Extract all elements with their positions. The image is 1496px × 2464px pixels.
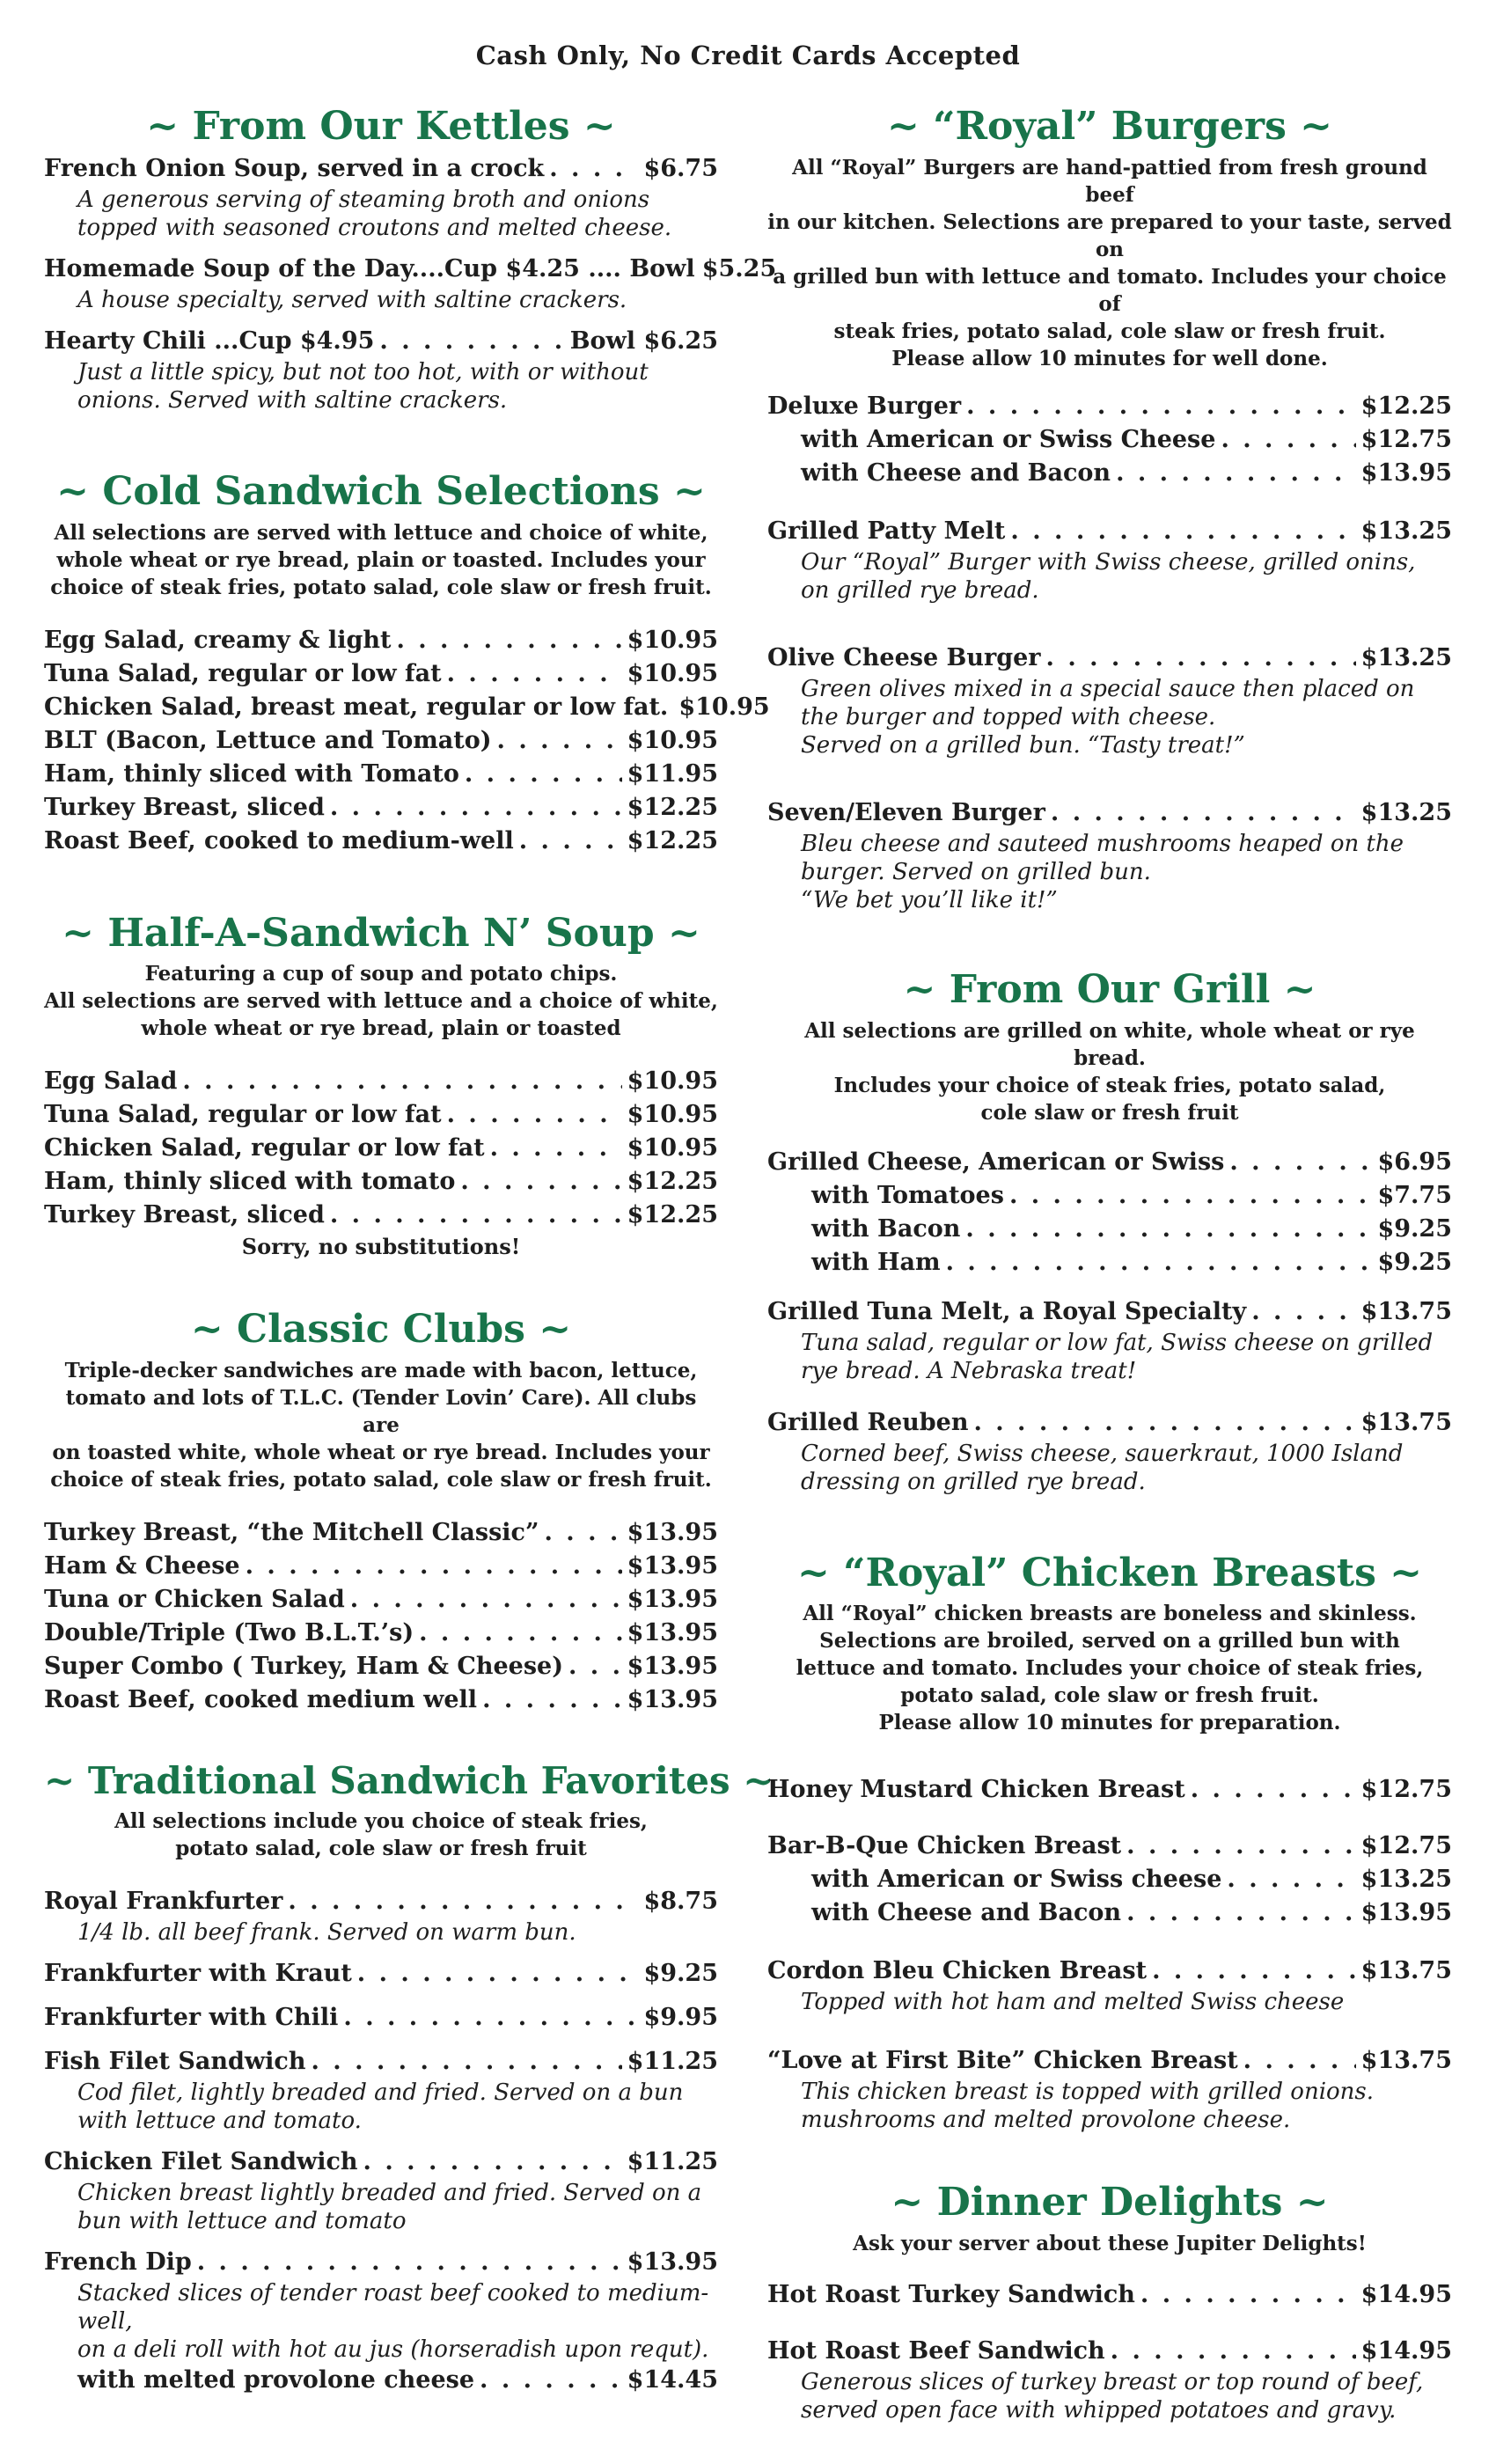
dot-leader bbox=[480, 2364, 622, 2397]
item-price: $14.95 bbox=[1360, 2281, 1452, 2309]
item-price: $13.25 bbox=[1360, 1866, 1452, 1894]
item-name: Hot Roast Beef Sandwich bbox=[767, 2337, 1105, 2365]
dot-leader bbox=[1126, 1896, 1356, 1930]
item-description: A generous serving of steaming broth and onions topped with seasoned croutons and melted cheese. bbox=[77, 186, 672, 241]
item-price: $12.25 bbox=[627, 793, 718, 821]
item-name: Grilled Tuna Melt, a Royal Specialty bbox=[767, 1297, 1247, 1325]
item-description: A house specialty, served with saltine crackers. bbox=[77, 286, 627, 313]
item-description: Just a little spicy, but not too hot, with or without onions. Served with saltine crackers. bbox=[77, 358, 649, 414]
menu-item bbox=[767, 1954, 1452, 2016]
item-name: Seven/Eleven Burger bbox=[767, 798, 1045, 826]
section-half-sandwich-soup bbox=[44, 911, 718, 1260]
item-name: Tuna or Chicken Salad bbox=[44, 1586, 345, 1614]
item-price: $13.75 bbox=[1360, 1297, 1452, 1325]
item-price: $13.25 bbox=[1360, 517, 1452, 545]
menu-item bbox=[767, 423, 1452, 457]
item-name: Grilled Patty Melt bbox=[767, 517, 1006, 545]
dot-leader bbox=[1051, 796, 1356, 830]
dot-leader bbox=[396, 624, 621, 657]
item-price: $13.95 bbox=[627, 1653, 718, 1681]
dot-leader bbox=[1227, 1863, 1355, 1896]
dot-leader bbox=[1221, 423, 1355, 457]
item-price: $13.75 bbox=[1360, 1408, 1452, 1436]
item-price: $13.95 bbox=[627, 1552, 718, 1580]
item-name: Hearty Chili ...Cup $4.95 bbox=[44, 326, 375, 355]
item-price: $13.75 bbox=[1360, 1957, 1452, 1985]
dot-leader bbox=[946, 1246, 1373, 1280]
section-description: Ask your server about these Jupiter Delights! bbox=[853, 2232, 1367, 2256]
menu-item bbox=[44, 1098, 718, 1132]
menu-item bbox=[44, 758, 718, 791]
section-description: All selections are grilled on white, whole wheat or rye bread. Includes your choice of steak fries, potato salad, cole slaw or fresh fruit bbox=[804, 1018, 1415, 1125]
item-name: BLT (Bacon, Lettuce and Tomato) bbox=[44, 726, 492, 754]
left-column bbox=[44, 104, 777, 2397]
item-name: Bar-B-Que Chicken Breast bbox=[767, 1832, 1122, 1860]
section-title-traditional-sandwiches: ~ Traditional Sandwich Favorites ~ bbox=[44, 1759, 774, 1803]
menu-item bbox=[44, 1065, 718, 1098]
menu-item bbox=[767, 796, 1452, 914]
section-traditional-sandwiches bbox=[44, 1759, 774, 2396]
menu-item bbox=[44, 1885, 718, 1947]
dot-leader bbox=[357, 1957, 639, 1991]
item-name: with Cheese and Bacon bbox=[801, 458, 1111, 487]
item-name: Frankfurter with Kraut bbox=[44, 1959, 352, 1987]
item-price: $13.95 bbox=[627, 1686, 718, 1714]
section-dinner-delights bbox=[767, 2180, 1452, 2424]
item-name: Tuna Salad, regular or low fat bbox=[44, 1101, 442, 1129]
item-description: Stacked slices of tender roast beef cooked to medium-well, on a deli roll with hot au jus (horseradish upon requt). bbox=[77, 2279, 709, 2363]
item-price: $10.95 bbox=[627, 1067, 718, 1096]
item-price: $13.95 bbox=[1360, 1899, 1452, 1927]
item-price: $11.95 bbox=[627, 759, 718, 788]
item-description: Bleu cheese and sauteed mushrooms heaped on the burger. Served on grilled bun. “We bet you’ll like it!” bbox=[801, 830, 1404, 913]
menu-item bbox=[44, 2145, 718, 2235]
dot-leader bbox=[490, 1132, 622, 1165]
item-name: Homemade Soup of the Day....Cup $4.25 .... Bowl bbox=[44, 254, 695, 282]
menu-item bbox=[767, 2278, 1452, 2312]
section-royal-chicken-breasts bbox=[767, 1551, 1452, 2135]
item-price: $12.75 bbox=[1360, 425, 1452, 453]
item-price: $12.25 bbox=[627, 1168, 718, 1196]
dot-leader bbox=[330, 791, 622, 825]
item-name: Roast Beef, cooked medium well bbox=[44, 1686, 478, 1714]
dot-leader bbox=[1046, 642, 1356, 675]
section-title-royal-chicken-breasts: ~ “Royal” Chicken Breasts ~ bbox=[796, 1550, 1423, 1595]
menu-item bbox=[767, 1213, 1452, 1246]
dot-leader bbox=[966, 390, 1356, 423]
dot-leader bbox=[973, 1406, 1355, 1440]
menu-item bbox=[44, 1550, 718, 1583]
item-description: 1/4 lb. all beef frank. Served on warm bun. bbox=[77, 1918, 576, 1946]
dot-leader bbox=[343, 2001, 638, 2035]
item-name: Egg Salad, creamy & light bbox=[44, 626, 392, 654]
menu-item bbox=[44, 825, 718, 858]
item-name: Ham, thinly sliced with tomato bbox=[44, 1168, 456, 1196]
dot-leader bbox=[447, 1098, 622, 1132]
dot-leader bbox=[465, 758, 622, 791]
dot-leader bbox=[482, 1683, 622, 1717]
item-price: $13.95 bbox=[627, 1619, 718, 1647]
dot-leader bbox=[350, 1583, 622, 1617]
item-name: “Love at First Bite” Chicken Breast bbox=[767, 2047, 1238, 2075]
section-description: All selections are served with lettuce and choice of white, whole wheat or rye bread, plain or toasted. Includes your choice of steak fries, potato salad, cole slaw or fresh fruit. bbox=[50, 520, 712, 599]
item-price: $12.75 bbox=[1360, 1832, 1452, 1860]
dot-leader bbox=[1126, 1830, 1356, 1863]
item-name: Tuna Salad, regular or low fat bbox=[44, 659, 442, 687]
dot-leader bbox=[1116, 457, 1356, 490]
item-price: $6.75 bbox=[643, 154, 718, 182]
item-description: Corned beef, Swiss cheese, sauerkraut, 1000 Island dressing on grilled rye bread. bbox=[801, 1440, 1404, 1495]
item-price: $9.25 bbox=[1377, 1214, 1452, 1243]
item-price: Bowl $6.25 bbox=[569, 326, 718, 355]
menu-item bbox=[44, 2246, 718, 2397]
menu-item bbox=[44, 1957, 718, 1991]
item-price: $13.75 bbox=[1360, 2047, 1452, 2075]
menu-item bbox=[44, 1165, 718, 1199]
menu-item bbox=[44, 1683, 718, 1717]
item-price: $13.95 bbox=[627, 1586, 718, 1614]
menu-item bbox=[767, 2335, 1452, 2424]
item-price: $12.25 bbox=[627, 826, 718, 854]
item-name: with melted provolone cheese bbox=[77, 2365, 475, 2394]
section-description: All “Royal” Burgers are hand-pattied from fresh ground beef in our kitchen. Selections are prepared to your taste, served on a grilled bun with lettuce and tomato. Includes your choice of steak fries, potato salad, cole slaw or fresh fruit. Please allow 10 minutes for well done. bbox=[767, 155, 1452, 370]
item-description: Tuna salad, regular or low fat, Swiss cheese on grilled rye bread. A Nebraska treat! bbox=[801, 1329, 1434, 1384]
item-name: French Onion Soup, served in a crock bbox=[44, 154, 545, 182]
dot-leader bbox=[460, 1165, 621, 1199]
no-substitutions-note: Sorry, no substitutions! bbox=[241, 1234, 521, 1260]
dot-leader bbox=[549, 152, 638, 186]
menu-item bbox=[767, 457, 1452, 490]
item-name: Turkey Breast, sliced bbox=[44, 793, 325, 821]
item-name: Roast Beef, cooked to medium-well bbox=[44, 826, 514, 854]
item-name: with Bacon bbox=[811, 1214, 961, 1243]
item-name: Double/Triple (Two B.L.T.’s) bbox=[44, 1619, 414, 1647]
dot-leader bbox=[965, 1213, 1372, 1246]
menu-item bbox=[767, 1246, 1452, 1280]
item-name: Chicken Salad, breast meat, regular or low fat. bbox=[44, 693, 669, 721]
section-description: All “Royal” chicken breasts are boneless and skinless. Selections are broiled, served on a grilled bun with lettuce and tomato. Includes your choice of steak fries, potato salad, cole slaw or fresh fruit. Please allow 10 minutes for preparation. bbox=[796, 1602, 1424, 1735]
item-price: $8.75 bbox=[643, 1887, 718, 1915]
item-description: Our “Royal” Burger with Swiss cheese, grilled onins, on grilled rye bread. bbox=[801, 548, 1416, 604]
item-description: This chicken breast is topped with grilled onions. mushrooms and melted provolone cheese. bbox=[801, 2079, 1375, 2134]
dot-leader bbox=[197, 2246, 622, 2279]
dot-leader bbox=[447, 657, 622, 691]
item-description: Green olives mixed in a special sauce then placed on the burger and topped with cheese. Served on a grilled bun. “Tasty treat!” bbox=[801, 675, 1415, 759]
item-description: Cod filet, lightly breaded and fried. Served on a bun with lettuce and tomato. bbox=[77, 2079, 684, 2134]
menu-item bbox=[767, 1830, 1452, 1863]
item-price: $6.95 bbox=[1377, 1148, 1452, 1176]
section-title-dinner-delights: ~ Dinner Delights ~ bbox=[891, 2180, 1329, 2226]
item-name: with Tomatoes bbox=[811, 1181, 1004, 1209]
item-name: Honey Mustard Chicken Breast bbox=[767, 1776, 1185, 1804]
dot-leader bbox=[288, 1885, 638, 1918]
item-price: $13.95 bbox=[1360, 458, 1452, 487]
item-price: $9.95 bbox=[643, 2003, 718, 2031]
item-name: Turkey Breast, “the Mitchell Classic” bbox=[44, 1519, 539, 1547]
dot-leader bbox=[363, 2145, 622, 2179]
dot-leader bbox=[1243, 2044, 1356, 2078]
section-title-from-our-grill: ~ From Our Grill ~ bbox=[903, 966, 1316, 1012]
item-price: $9.25 bbox=[1377, 1248, 1452, 1276]
menu-item bbox=[767, 1896, 1452, 1930]
item-name: with American or Swiss cheese bbox=[811, 1866, 1222, 1894]
section-description: All selections include you choice of steak fries, potato salad, cole slaw or fresh fruit bbox=[114, 1808, 648, 1860]
item-name: Frankfurter with Chili bbox=[44, 2003, 339, 2031]
item-price: $11.25 bbox=[627, 2147, 718, 2175]
menu-item bbox=[44, 325, 718, 414]
menu-item bbox=[44, 1650, 718, 1683]
item-price: $12.75 bbox=[1360, 1776, 1452, 1804]
item-name: Hot Roast Turkey Sandwich bbox=[767, 2281, 1135, 2309]
menu-item bbox=[44, 2001, 718, 2035]
item-name: Royal Frankfurter bbox=[44, 1887, 283, 1915]
item-price: $5.25 bbox=[701, 254, 777, 282]
section-from-our-grill bbox=[767, 967, 1452, 1496]
item-price: $10.95 bbox=[678, 693, 770, 721]
item-price: $12.25 bbox=[1360, 392, 1452, 420]
dot-leader bbox=[1140, 2278, 1356, 2312]
dot-leader bbox=[182, 1065, 621, 1098]
dot-leader bbox=[568, 1650, 622, 1683]
item-price: $13.95 bbox=[627, 1519, 718, 1547]
menu-item bbox=[44, 1617, 718, 1650]
item-price: $12.25 bbox=[627, 1201, 718, 1229]
menu-item bbox=[44, 624, 718, 657]
dot-leader bbox=[519, 825, 622, 858]
item-name: Grilled Cheese, American or Swiss bbox=[767, 1148, 1225, 1176]
menu-item bbox=[767, 2044, 1452, 2134]
menu-item bbox=[44, 2045, 718, 2135]
dot-leader bbox=[311, 2045, 621, 2079]
dot-leader bbox=[1111, 2335, 1356, 2368]
item-name: Egg Salad bbox=[44, 1067, 178, 1096]
item-price: $10.95 bbox=[627, 1134, 718, 1162]
item-name: Olive Cheese Burger bbox=[767, 643, 1041, 671]
menu-item bbox=[44, 152, 718, 242]
item-name: Ham, thinly sliced with Tomato bbox=[44, 759, 459, 788]
dot-leader bbox=[1009, 1179, 1373, 1213]
item-name: Fish Filet Sandwich bbox=[44, 2047, 306, 2075]
dot-leader bbox=[1152, 1954, 1356, 1988]
section-title-kettles: ~ From Our Kettles ~ bbox=[146, 104, 616, 149]
menu-item bbox=[44, 724, 718, 758]
dot-leader bbox=[246, 1550, 622, 1583]
dot-leader bbox=[1010, 515, 1355, 548]
menu-item bbox=[44, 691, 770, 724]
item-price: $9.25 bbox=[643, 1959, 718, 1987]
menu-item bbox=[767, 1295, 1452, 1385]
dot-leader bbox=[497, 724, 622, 758]
section-classic-clubs bbox=[44, 1307, 718, 1717]
menu-item bbox=[44, 1516, 718, 1550]
item-name: Chicken Salad, regular or low fat bbox=[44, 1134, 485, 1162]
item-description: Generous slices of turkey breast or top round of beef, served open face with whipped potatoes and gravy. bbox=[801, 2369, 1424, 2424]
section-description: Triple-decker sandwiches are made with bacon, lettuce, tomato and lots of T.L.C. (Tender Lovin’ Care). All clubs are on toasted white, whole wheat or rye bread. Includes your choice of steak fries, potato salad, cole slaw or fresh fruit. bbox=[50, 1359, 712, 1492]
cash-only-notice: Cash Only, No Credit Cards Accepted bbox=[475, 40, 1021, 70]
item-price: $10.95 bbox=[627, 626, 718, 654]
item-name: Deluxe Burger bbox=[767, 392, 962, 420]
menu-item bbox=[44, 1132, 718, 1165]
item-price: $14.45 bbox=[627, 2365, 718, 2394]
section-cold-sandwiches bbox=[44, 468, 770, 858]
item-price: $14.95 bbox=[1360, 2337, 1452, 2365]
section-title-royal-burgers: ~ “Royal” Burgers ~ bbox=[886, 104, 1333, 149]
item-name: Chicken Filet Sandwich bbox=[44, 2147, 358, 2175]
item-price: $10.95 bbox=[627, 1101, 718, 1129]
dot-leader bbox=[1229, 1146, 1372, 1179]
section-title-cold-sandwiches: ~ Cold Sandwich Selections ~ bbox=[56, 468, 706, 514]
dot-leader bbox=[330, 1199, 622, 1232]
item-name: Super Combo ( Turkey, Ham & Cheese) bbox=[44, 1653, 563, 1681]
menu-item bbox=[44, 657, 718, 691]
item-name: French Dip bbox=[44, 2248, 192, 2276]
item-price: $13.25 bbox=[1360, 798, 1452, 826]
item-name: with American or Swiss Cheese bbox=[801, 425, 1216, 453]
section-title-half-sandwich-soup: ~ Half-A-Sandwich N’ Soup ~ bbox=[62, 910, 700, 956]
item-name: Cordon Bleu Chicken Breast bbox=[767, 1957, 1148, 1985]
menu-item bbox=[44, 1583, 718, 1617]
item-price: $13.25 bbox=[1360, 643, 1452, 671]
menu-item bbox=[44, 1199, 718, 1232]
dot-leader bbox=[419, 1617, 622, 1650]
item-name: Turkey Breast, sliced bbox=[44, 1201, 325, 1229]
menu-item bbox=[767, 1773, 1452, 1807]
menu-item bbox=[767, 642, 1452, 759]
menu-item bbox=[767, 1179, 1452, 1213]
section-kettles bbox=[44, 104, 777, 414]
dot-leader bbox=[1191, 1773, 1356, 1807]
menu-item bbox=[767, 1406, 1452, 1496]
item-price: $10.95 bbox=[627, 726, 718, 754]
section-royal-burgers bbox=[767, 104, 1452, 914]
section-title-classic-clubs: ~ Classic Clubs ~ bbox=[190, 1307, 572, 1353]
menu-item bbox=[767, 1863, 1452, 1896]
item-price: $11.25 bbox=[627, 2047, 718, 2075]
item-name: with Cheese and Bacon bbox=[811, 1899, 1122, 1927]
menu-item bbox=[767, 1146, 1452, 1179]
item-price: $7.75 bbox=[1377, 1181, 1452, 1209]
item-price: $13.95 bbox=[627, 2248, 718, 2276]
item-price: $10.95 bbox=[627, 659, 718, 687]
item-name: Ham & Cheese bbox=[44, 1552, 240, 1580]
right-column bbox=[767, 104, 1452, 2435]
dot-leader bbox=[1251, 1295, 1355, 1329]
menu-item bbox=[767, 515, 1452, 605]
menu-item bbox=[767, 390, 1452, 423]
section-description: Featuring a cup of soup and potato chips. All selections are served with lettuce and a choice of white, whole wheat or rye bread, plain or toasted bbox=[44, 962, 718, 1041]
item-name: with Ham bbox=[811, 1248, 941, 1276]
item-description: Topped with hot ham and melted Swiss cheese bbox=[801, 1989, 1345, 2016]
dot-leader bbox=[379, 325, 564, 358]
item-name: Grilled Reuben bbox=[767, 1408, 969, 1436]
item-description: Chicken breast lightly breaded and fried. Served on a bun with lettuce and tomato bbox=[77, 2179, 702, 2234]
dot-leader bbox=[545, 1516, 622, 1550]
menu-item bbox=[44, 791, 718, 825]
menu-item bbox=[44, 253, 777, 314]
